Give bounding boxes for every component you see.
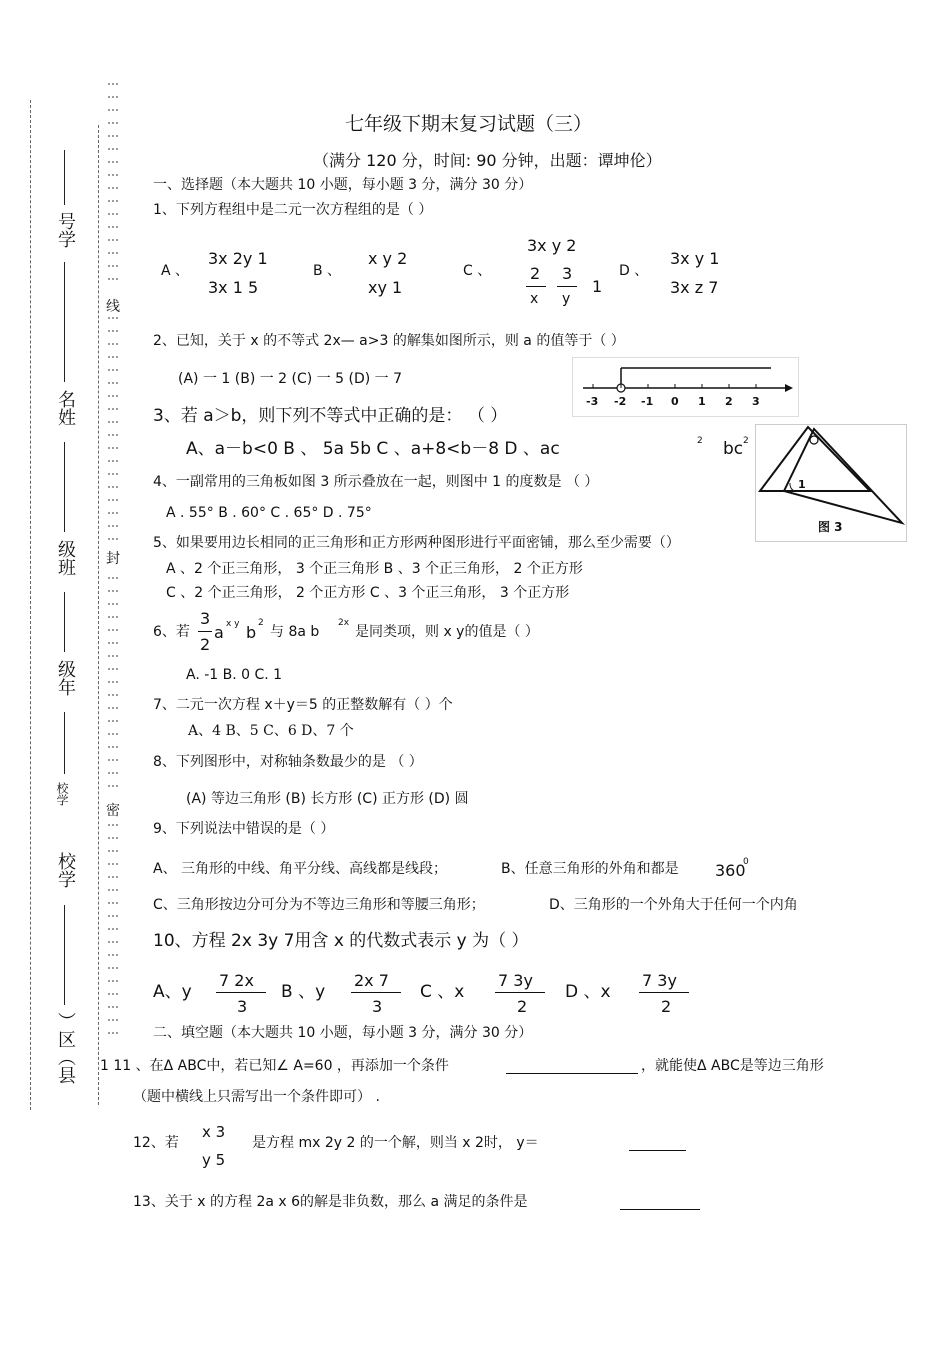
q1-c-fracbar2 xyxy=(557,286,577,287)
q10-stem: 10、方程 2x 3y 7用含 x 的代数式表示 y 为（ ） xyxy=(153,931,529,951)
q10-c-bar xyxy=(495,992,545,993)
q10-d-den: 2 xyxy=(661,997,672,1016)
q9-d: D、三角形的一个外角大于任何一个内角 xyxy=(549,897,798,913)
q10-b-den: 3 xyxy=(372,997,383,1016)
margin-rule xyxy=(64,712,65,774)
q13-stem: 13、关于 x 的方程 2a x 6的解是非负数，那么 a 满足的条件是 xyxy=(133,1194,528,1210)
q2-options: (A) 一 1 (B) 一 2 (C) 一 5 (D) 一 7 xyxy=(178,371,403,387)
q5-row1: A 、2 个正三角形， 3 个正三角形 B 、3 个正三角形， 2 个正方形 xyxy=(166,561,583,577)
q3-stem: 3、若 a＞b，则下列不等式中正确的是： （ ） xyxy=(153,406,508,426)
axis-tick-label: -1 xyxy=(641,395,654,408)
q6-options: A. -1 B. 0 C. 1 xyxy=(186,667,283,683)
number-line-figure xyxy=(572,357,799,417)
q12-prefix: 12、若 xyxy=(133,1135,179,1151)
margin-hao-xue: 号学 xyxy=(55,212,76,248)
q7-stem: 7、二元一次方程 x＋y＝5 的正整数解有（ ）个 xyxy=(153,697,453,713)
axis-tick-label: -2 xyxy=(614,395,627,408)
q10-a-pre: A、y xyxy=(153,982,192,1002)
q1-c-fracbar1 xyxy=(526,286,546,287)
margin-rule xyxy=(64,150,65,205)
margin-nian-ji: 级年 xyxy=(55,660,76,696)
q10-d-bar xyxy=(639,992,689,993)
q6-mid: 与 8a b xyxy=(270,624,320,640)
q1-d-eq1: 3x y 1 xyxy=(670,249,720,268)
angle-1-label: 1 xyxy=(798,478,806,491)
margin-feng: 封 xyxy=(106,551,120,567)
q1-c-den2: y xyxy=(562,291,571,307)
q10-c-den: 2 xyxy=(517,997,528,1016)
page-title: 七年级下期末复习试题（三） xyxy=(345,113,593,135)
q10-b-bar xyxy=(351,992,401,993)
q10-a-num: 7 2x xyxy=(219,971,254,990)
q12-top: x 3 xyxy=(202,1123,226,1141)
q1-c-rhs: 1 xyxy=(592,277,603,296)
axis-tick-label: 2 xyxy=(725,395,733,408)
q10-d-pre: D 、x xyxy=(565,982,611,1002)
q10-a-bar xyxy=(216,992,266,993)
axis-tick-label: 1 xyxy=(698,395,706,408)
q5-row2: C 、2 个正三角形， 2 个正方形 C 、3 个正三角形， 3 个正方形 xyxy=(166,585,570,601)
margin-dashed-line-inner xyxy=(98,125,99,1105)
q1-a-label: A 、 xyxy=(161,263,190,279)
q4-options: A . 55° B . 60° C . 65° D . 75° xyxy=(166,505,372,521)
q6-sup-2: 2 xyxy=(258,618,264,628)
q1-c-num1: 2 xyxy=(530,264,541,283)
q10-b-pre: B 、y xyxy=(281,982,326,1002)
margin-rule xyxy=(64,262,65,382)
margin-dashed-line-outer xyxy=(30,100,31,1110)
margin-rule xyxy=(64,905,65,1005)
section2-heading: 二、填空题（本大题共 10 小题，每小题 3 分，满分 30 分） xyxy=(153,1025,533,1041)
q1-a-eq1: 3x 2y 1 xyxy=(208,249,268,268)
q6-prefix: 6、若 xyxy=(153,624,190,640)
q10-d-num: 7 3y xyxy=(642,971,677,990)
figure-3-label: 图 3 xyxy=(818,520,843,534)
section1-heading: 一、选择题（本大题共 10 小题，每小题 3 分，满分 30 分） xyxy=(153,177,533,193)
margin-xiao-xue: 校学 xyxy=(55,852,76,888)
page-subtitle: （满分 120 分，时间: 90 分钟，出题：谭坤伦） xyxy=(313,151,662,170)
q1-b-label: B 、 xyxy=(313,263,342,279)
q9-b-value: 360 xyxy=(715,861,746,880)
q8-options: (A) 等边三角形 (B) 长方形 (C) 正方形 (D) 圆 xyxy=(186,791,469,807)
q1-d-label: D 、 xyxy=(619,263,649,279)
q12-bottom: y 5 xyxy=(202,1151,226,1169)
q6-frac-den: 2 xyxy=(200,635,211,654)
q10-c-num: 7 3y xyxy=(498,971,533,990)
axis-tick-label: -3 xyxy=(586,395,599,408)
q9-a: A、 三角形的中线、角平分线、高线都是线段； xyxy=(153,861,448,877)
margin-ban-ji: 级班 xyxy=(55,540,76,576)
margin-qu-xian: ）区（县 xyxy=(55,1012,76,1084)
q1-c-den1: x xyxy=(530,291,539,307)
q11-line1: 1 11 、在Δ ABC中，若已知∠ A=60 ，再添加一个条件 xyxy=(100,1058,449,1074)
q6-tail: 是同类项，则 x y的值是（ ） xyxy=(355,624,539,640)
margin-xiao-xue-small: 校学 xyxy=(55,782,69,806)
q8-stem: 8、下列图形中，对称轴条数最少的是 （ ） xyxy=(153,754,423,770)
q11-line1-tail: ，就能使Δ ABC是等边三角形 xyxy=(641,1058,824,1074)
q6-term-b: b xyxy=(246,623,257,642)
q6-term-a: a xyxy=(214,623,224,642)
q9-b: B、任意三角形的外角和都是 xyxy=(501,861,679,877)
q11-line2: （题中横线上只需写出一个条件即可） . xyxy=(133,1089,380,1105)
margin-xing-ming: 名姓 xyxy=(55,390,76,426)
q6-frac-bar xyxy=(198,631,212,632)
q12-answer-blank[interactable] xyxy=(629,1150,686,1151)
margin-rule xyxy=(64,592,65,652)
margin-xian: 线 xyxy=(106,299,120,315)
q2-stem: 2、已知，关于 x 的不等式 2x— a>3 的解集如图所示，则 a 的值等于（ ） xyxy=(153,333,625,349)
q9-c: C、三角形按边分可分为不等边三角形和等腰三角形； xyxy=(153,897,485,913)
q7-options: A、4 B、5 C、6 D、7 个 xyxy=(188,723,354,739)
q10-c-pre: C 、x xyxy=(420,982,465,1002)
q3-sup1: 2 xyxy=(697,436,703,446)
triangle-figure xyxy=(755,424,907,542)
q3-options: A、a－b<0 B 、 5a 5b C 、a+8<b－8 D 、ac xyxy=(186,439,560,459)
q1-b-eq1: x y 2 xyxy=(368,249,408,268)
q1-a-eq2: 3x 1 5 xyxy=(208,278,259,297)
margin-rule xyxy=(64,442,65,532)
q9-stem: 9、下列说法中错误的是（ ） xyxy=(153,821,335,837)
q9-b-sup: 0 xyxy=(743,857,749,867)
q13-answer-blank[interactable] xyxy=(620,1209,700,1210)
margin-mi: 密 xyxy=(106,803,120,819)
q5-stem: 5、如果要用边长相同的正三角形和正方形两种图形进行平面密铺，那么至少需要（） xyxy=(153,535,680,551)
q1-b-eq2: xy 1 xyxy=(368,278,403,297)
q6-sup-xy: x y xyxy=(226,619,240,629)
q3-sup2: 2 xyxy=(743,436,749,446)
q3-bc: bc xyxy=(723,439,744,459)
axis-tick-label: 3 xyxy=(752,395,760,408)
q12-tail: 是方程 mx 2y 2 的一个解，则当 x 2时， y＝ xyxy=(252,1135,539,1151)
q6-sup-2x: 2x xyxy=(338,618,350,628)
q11-answer-blank[interactable] xyxy=(506,1073,638,1074)
q1-c-eq1: 3x y 2 xyxy=(527,236,577,255)
q1-c-label: C 、 xyxy=(463,263,492,279)
q4-stem: 4、一副常用的三角板如图 3 所示叠放在一起，则图中 1 的度数是 （ ） xyxy=(153,474,599,490)
q1-d-eq2: 3x z 7 xyxy=(670,278,719,297)
q10-a-den: 3 xyxy=(237,997,248,1016)
q1-c-num2: 3 xyxy=(562,264,573,283)
q1-stem: 1、下列方程组中是二元一次方程组的是（ ） xyxy=(153,202,433,218)
q6-frac-num: 3 xyxy=(200,609,211,628)
axis-tick-label: 0 xyxy=(671,395,679,408)
q10-b-num: 2x 7 xyxy=(354,971,389,990)
